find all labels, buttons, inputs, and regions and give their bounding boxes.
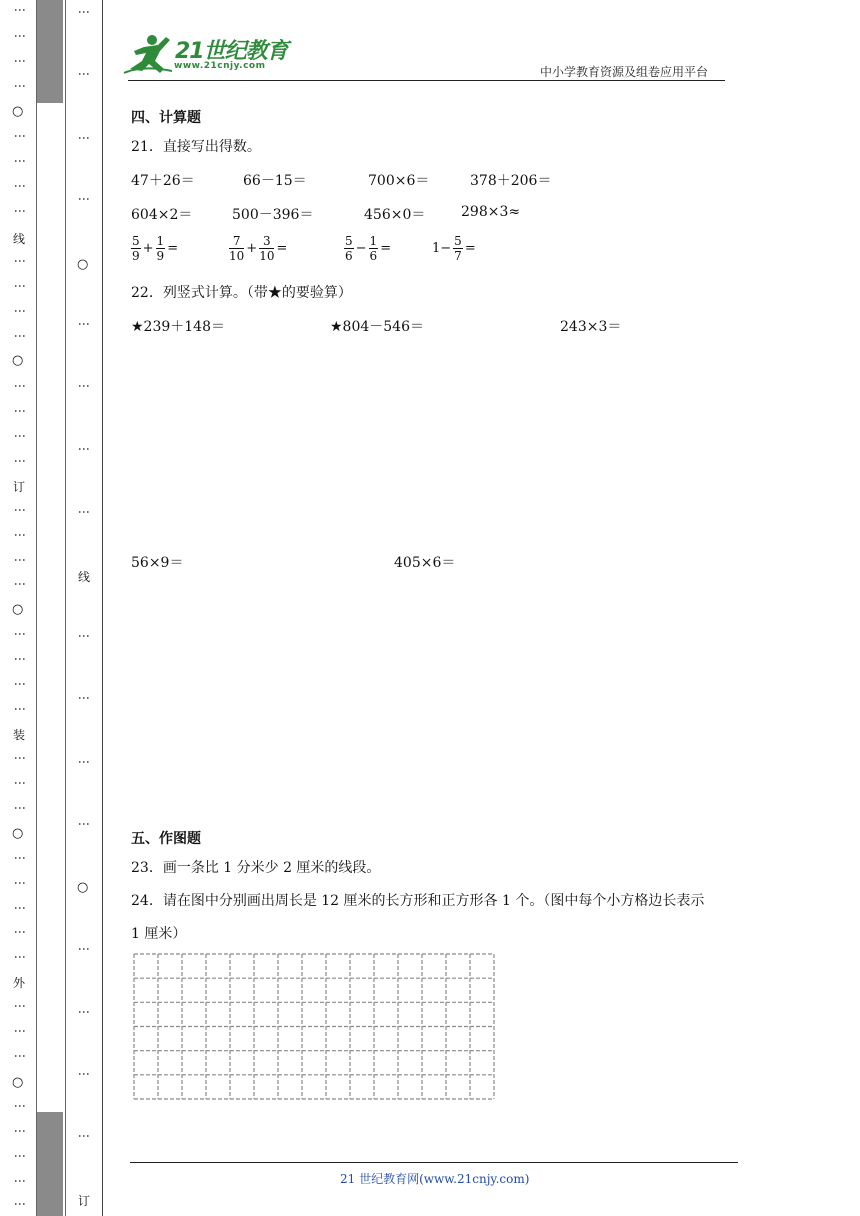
binding-dots-icon: ⋮: [13, 1150, 27, 1161]
q21-r1-3: 700×6＝: [368, 173, 430, 189]
binding-dots-icon: ⋮: [13, 1175, 27, 1186]
binding-dots-icon: ⋮: [77, 692, 91, 703]
q21-frac-1: [131, 234, 178, 263]
binding-dots-icon: ⋮: [77, 6, 91, 17]
binding-dots-icon: ⋮: [77, 193, 91, 204]
frac-denominator: 6: [369, 249, 378, 263]
binding-dots-icon: ⋮: [13, 1000, 27, 1011]
binding-dots-icon: ⋮: [13, 280, 27, 291]
q21-frac-4: [432, 234, 476, 263]
binding-dots-icon: ⋮: [13, 703, 27, 714]
binding-dots-icon: ⋮: [13, 155, 27, 166]
frac-denominator: 10: [259, 249, 275, 263]
binding-dots-icon: ⋮: [13, 1100, 27, 1111]
binding-dots-icon: ⋮: [13, 1198, 27, 1209]
q21-r1-4: 378＋206＝: [470, 173, 552, 189]
binding-dots-icon: ⋮: [13, 255, 27, 266]
frac-denominator: 6: [345, 249, 353, 263]
frac-equals: =: [276, 241, 288, 256]
q22-r2-2: 405×6＝: [394, 555, 456, 571]
binding-dots-icon: ⋮: [13, 951, 27, 962]
binding-dots-icon: ⋮: [77, 68, 91, 79]
q21-frac-2: [229, 234, 287, 263]
binding-margin-inner: [64, 0, 103, 1216]
frac-equals: =: [464, 241, 476, 256]
header-rule: [128, 80, 725, 81]
frac-numerator: 5: [454, 234, 462, 248]
frac-numerator: 1: [156, 234, 165, 248]
binding-dots-icon: ⋮: [13, 529, 27, 540]
q22-r1-3: 243×3＝: [560, 319, 622, 335]
q21-r2-1: 604×2＝: [131, 207, 193, 223]
binding-label: 外: [13, 976, 26, 990]
q21-r1-1: 47＋26＝: [131, 173, 195, 189]
binding-dots-icon: ⋮: [77, 1068, 91, 1079]
binding-dots-icon: ⋮: [13, 205, 27, 216]
binding-dots-icon: ⋮: [13, 852, 27, 863]
binding-dots-icon: ⋮: [13, 554, 27, 565]
logo-text: 21世纪教育: [175, 39, 288, 64]
binding-dots-icon: ⋮: [13, 628, 27, 639]
binding-dots-icon: ⋮: [77, 1006, 91, 1017]
binding-gutter: [36, 0, 66, 1216]
frac-denominator: 7: [454, 249, 462, 263]
binding-label: 订: [78, 1194, 91, 1208]
binding-dots-icon: ⋮: [13, 405, 27, 416]
binding-dots-icon: ⋮: [13, 1125, 27, 1136]
binding-label: 装: [13, 728, 26, 742]
frac-operator: −: [355, 241, 367, 256]
q21-prompt: 21．直接写出得数。: [131, 139, 261, 155]
footer-text: 21 世纪教育网(www.21cnjy.com): [340, 1172, 530, 1186]
section-5-title: 五、作图题: [131, 831, 201, 847]
binding-circle-icon: ○: [12, 353, 24, 368]
binding-dots-icon: ⋮: [13, 305, 27, 316]
binding-dots-icon: ⋮: [13, 30, 27, 41]
binding-dots-icon: ⋮: [13, 330, 27, 341]
binding-dots-icon: ⋮: [13, 653, 27, 664]
q21-r2-3: 456×0＝: [364, 207, 426, 223]
frac-numerator: 3: [259, 234, 274, 249]
binding-dots-icon: ⋮: [13, 902, 27, 913]
gutter-shade-bottom: [37, 1112, 63, 1216]
frac-operator: +: [142, 241, 154, 256]
frac-numerator: 5: [345, 234, 353, 248]
binding-circle-icon: ○: [12, 1075, 24, 1090]
binding-dots-icon: ⋮: [13, 80, 27, 91]
q24-text-line2: 1 厘米）: [131, 926, 187, 942]
binding-dots-icon: ⋮: [77, 1130, 91, 1141]
binding-dots-icon: ⋮: [77, 132, 91, 143]
binding-dots-icon: ⋮: [13, 180, 27, 191]
binding-circle-icon: ○: [12, 826, 24, 841]
binding-dots-icon: ⋮: [77, 943, 91, 954]
binding-label: 线: [78, 570, 91, 584]
binding-dots-icon: ⋮: [77, 630, 91, 641]
binding-dots-icon: ⋮: [77, 506, 91, 517]
logo-url: www.21cnjy.com: [174, 61, 266, 71]
binding-dots-icon: ⋮: [13, 877, 27, 888]
binding-dots-icon: ⋮: [13, 55, 27, 66]
binding-dots-icon: ⋮: [77, 380, 91, 391]
binding-dots-icon: ⋮: [13, 926, 27, 937]
binding-dots-icon: ⋮: [13, 777, 27, 788]
binding-dots-icon: ⋮: [77, 443, 91, 454]
binding-circle-icon: ○: [77, 880, 89, 895]
frac-lead: 1−: [432, 241, 452, 256]
binding-circle-icon: ○: [12, 104, 24, 119]
q24-text-line1: 24．请在图中分别画出周长是 12 厘米的长方形和正方形各 1 个。（图中每个小方格边长表示: [131, 893, 705, 909]
binding-dots-icon: ⋮: [13, 504, 27, 515]
binding-dots-icon: ⋮: [77, 756, 91, 767]
binding-label: 线: [13, 232, 26, 246]
frac-denominator: 10: [229, 249, 245, 263]
q21-r2-4: 298×3≈: [461, 204, 521, 220]
frac-numerator: 5: [132, 234, 140, 248]
binding-dots-icon: ⋮: [13, 4, 27, 15]
binding-dots-icon: ⋮: [13, 380, 27, 391]
q22-r1-1: ★239＋148＝: [131, 319, 225, 335]
section-4-title: 四、计算题: [131, 110, 201, 126]
binding-dots-icon: ⋮: [13, 1050, 27, 1061]
runner-logo-icon: [122, 33, 174, 75]
binding-dots-icon: ⋮: [13, 130, 27, 141]
binding-dots-icon: ⋮: [13, 455, 27, 466]
q22-r1-2: ★804－546＝: [330, 319, 424, 335]
binding-circle-icon: ○: [12, 602, 24, 617]
frac-operator: +: [246, 241, 258, 256]
binding-dots-icon: ⋮: [13, 578, 27, 589]
gutter-shade-top: [37, 0, 63, 103]
binding-dots-icon: ⋮: [13, 752, 27, 763]
platform-name: 中小学教育资源及组卷应用平台: [540, 65, 709, 79]
q21-r2-2: 500－396＝: [232, 207, 314, 223]
frac-numerator: 7: [229, 234, 244, 249]
frac-denominator: 9: [156, 249, 165, 263]
binding-label: 订: [13, 480, 26, 494]
binding-circle-icon: ○: [77, 257, 89, 272]
binding-dots-icon: ⋮: [13, 430, 27, 441]
q23-text: 23．画一条比 1 分米少 2 厘米的线段。: [131, 860, 381, 876]
frac-numerator: 1: [369, 234, 378, 248]
binding-dots-icon: ⋮: [13, 802, 27, 813]
frac-denominator: 9: [132, 249, 140, 263]
q21-frac-3: [344, 234, 391, 263]
binding-dots-icon: ⋮: [77, 818, 91, 829]
frac-equals: =: [380, 241, 392, 256]
square-grid[interactable]: [133, 953, 495, 1100]
q22-r2-1: 56×9＝: [131, 555, 184, 571]
binding-dots-icon: ⋮: [77, 318, 91, 329]
frac-equals: =: [167, 241, 179, 256]
q21-r1-2: 66－15＝: [243, 173, 307, 189]
q22-prompt: 22．列竖式计算。（带★的要验算）: [131, 285, 352, 301]
footer-rule: [130, 1162, 738, 1163]
binding-dots-icon: ⋮: [13, 678, 27, 689]
binding-dots-icon: ⋮: [13, 1025, 27, 1036]
